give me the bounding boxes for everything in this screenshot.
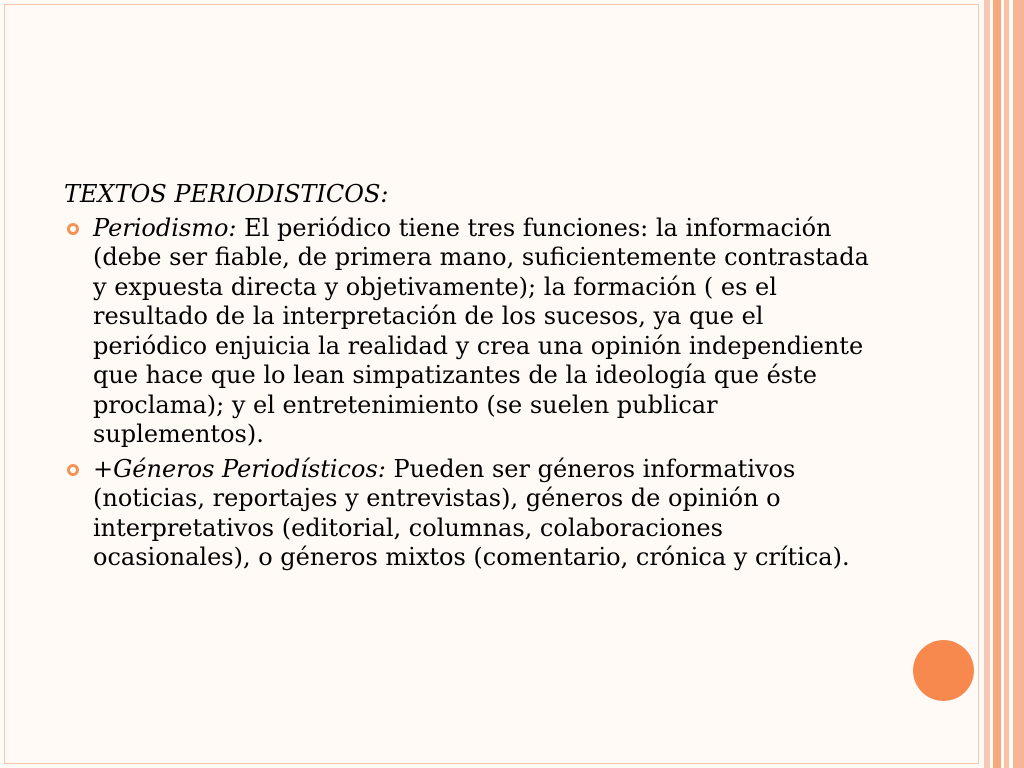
orange-circle-decoration [913,640,974,701]
circle-bullet-icon [67,223,79,235]
bullet-list [64,214,884,573]
decorative-stripe [984,0,990,768]
slide-heading: TEXTOS PERIODISTICOS: [64,180,389,208]
slide-content [64,180,884,578]
bullet-text: El periódico tiene tres funciones: la información (debe ser fiable, de primera mano, suficientemente contrastada y expuesta directa y objetivamente); la formación ( es el resultado de la interpretación de los sucesos, ya que el periódico enjuicia la realidad y crea una opinión independiente que hace que lo lean simpatizantes de la ideología que éste proclama); y el entretenimiento (se suelen publicar suplementos). [93,213,869,448]
bullet-text: Pueden ser géneros informativos (noticias, reportajes y entrevistas), géneros de opinión o interpretativos (editorial, columnas, colaboraciones ocasionales), o géneros mixtos (comentario, crónica y crítica). [93,454,850,571]
circle-bullet-icon [67,464,79,476]
bullet-term: Periodismo: [93,213,237,242]
decorative-stripe [1004,0,1009,768]
bullet-term: +Géneros Periodísticos: [93,454,386,483]
decorative-stripe [993,0,1001,768]
bullet-item-generos [64,455,884,573]
decorative-stripe [1013,0,1024,768]
bullet-item-periodismo [64,214,884,450]
